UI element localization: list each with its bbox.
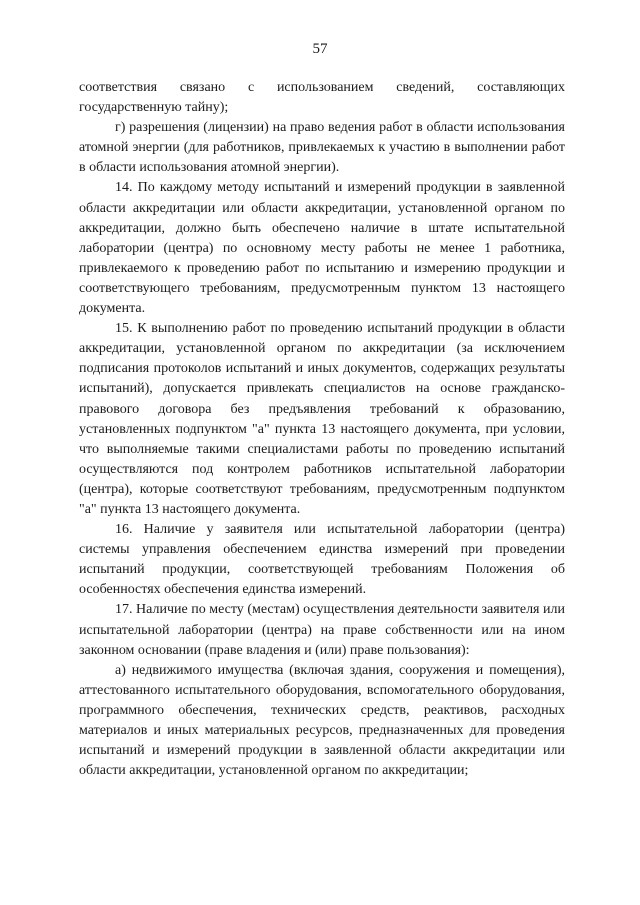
paragraph-16: 16. Наличие у заявителя или испытательной лаборатории (центра) системы управления обеспечением единства измерений при проведении испытаний продукции, соответствующей требованиям Положения об особенностях обеспечения единства измерений. — [79, 522, 565, 598]
document-body — [79, 78, 565, 781]
paragraph-14: 14. По каждому методу испытаний и измерений продукции в заявленной области аккредитации или области аккредитации, установленной органом по аккредитации, должно быть обеспечено наличие в штате испытательной лаборатории (центра) по основному месту работы не менее 1 работника, привлекаемого к проведению работ по испытанию и измерению продукции и соответствующего требованиям, предусмотренным пунктом 13 настоящего документа. — [79, 180, 565, 317]
paragraph-item-g: г) разрешения (лицензии) на право ведения работ в области использования атомной энергии (для работников, привлекаемых к участию в выполнении работ в области использования атомной энергии). — [79, 120, 565, 176]
paragraph-continuation: соответствия связано с использованием сведений, составляющих государственную тайну); — [79, 80, 565, 116]
paragraph-17: 17. Наличие по месту (местам) осуществления деятельности заявителя или испытательной лаборатории (центра) на праве собственности или на ином законном основании (праве владения и (или) праве пользования): — [79, 602, 565, 658]
paragraph-item-a: а) недвижимого имущества (включая здания, сооружения и помещения), аттестованного испытательного оборудования, вспомогательного оборудования, программного обеспечения, технических средств, реактивов, расходных материалов и иных материальных ресурсов, предназначенных для проведения испытаний и измерений продукции в заявленной области аккредитации или области аккредитации, установленной органом по аккредитации; — [79, 662, 565, 779]
paragraph-15: 15. К выполнению работ по проведению испытаний продукции в области аккредитации, установленной органом по аккредитации (за исключением подписания протоколов испытаний и иных документов, содержащих результаты испытаний), допускается привлекать специалистов на основе гражданско-правового договора без предъявления требований к образованию, установленных подпунктом "а" пункта 13 настоящего документа, при условии, что выполняемые такими специалистами работы по проведению испытаний осуществляются под контролем работников испытательной лаборатории (центра), которые соответствуют требованиям, предусмотренным подпунктом "а" пункта 13 настоящего документа. — [79, 321, 565, 517]
page-number: 57 — [312, 41, 328, 57]
